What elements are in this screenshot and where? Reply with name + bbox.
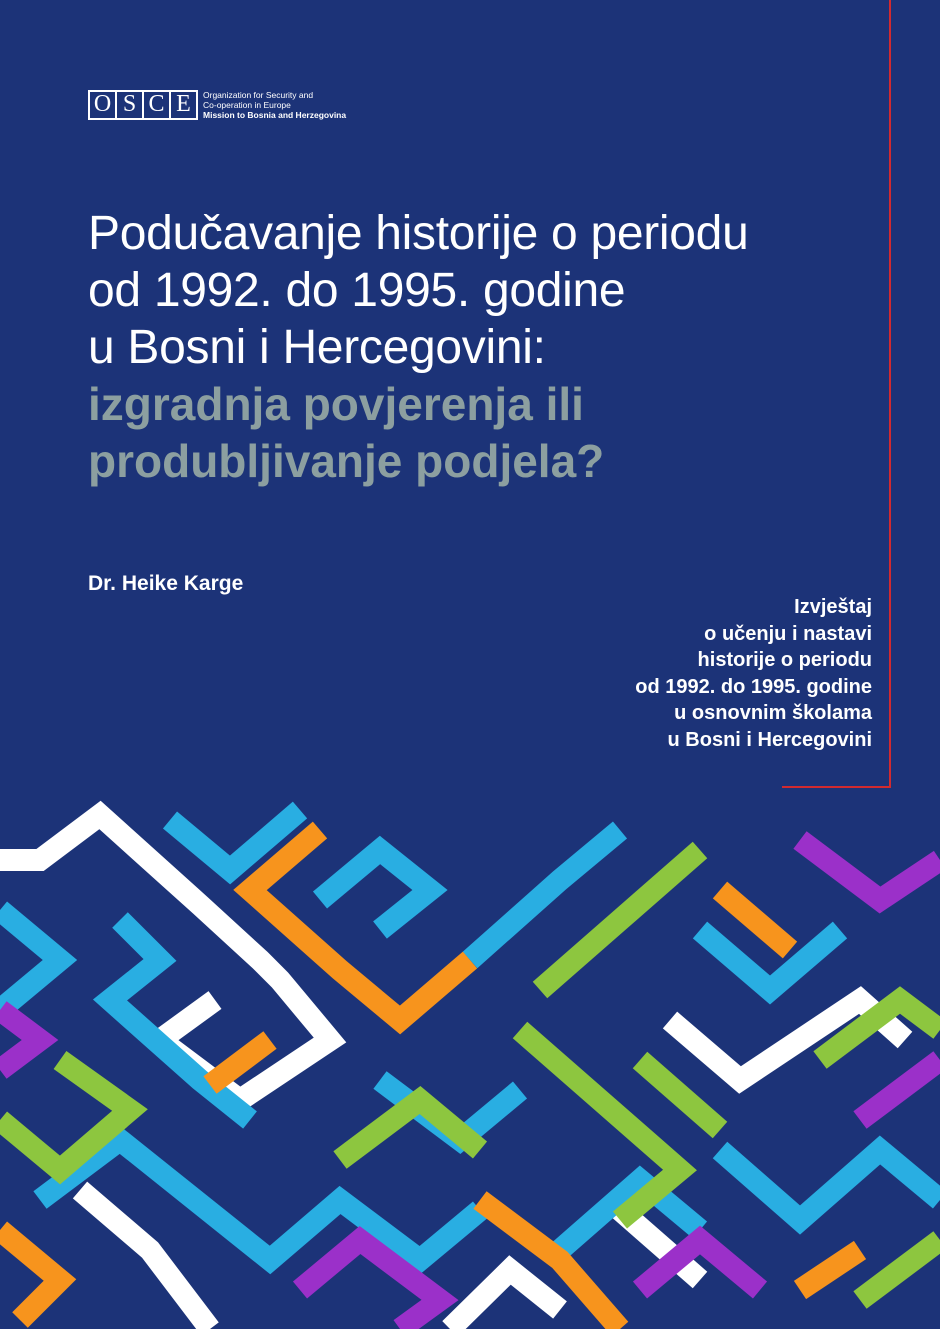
logo-letter: E — [171, 92, 196, 118]
logo-letter: S — [117, 92, 142, 118]
title-line: od 1992. do 1995. godine — [88, 264, 626, 317]
author-name: Dr. Heike Karge — [88, 572, 244, 595]
report-description — [635, 594, 872, 753]
subtitle-line: produbljivanje podjela? — [88, 435, 605, 487]
maze-stroke-cyan — [720, 1150, 940, 1220]
report-line: o učenju i nastavi — [704, 622, 872, 645]
org-line-2: Co-operation in Europe — [203, 100, 291, 110]
maze-stroke-orange — [720, 890, 790, 950]
maze-stroke-purple — [860, 1060, 940, 1120]
maze-pattern-graphic — [0, 800, 940, 1329]
title-line: u Bosni i Hercegovini: — [88, 321, 546, 374]
red-frame-vertical — [889, 0, 891, 788]
maze-stroke-purple — [800, 840, 940, 900]
osce-logo — [88, 90, 346, 120]
logo-letter: C — [144, 92, 169, 118]
org-line-1: Organization for Security and — [203, 90, 314, 100]
maze-stroke-green — [860, 1240, 940, 1300]
report-line: Izvještaj — [794, 596, 872, 618]
maze-stroke-cyan — [0, 910, 60, 1010]
maze-stroke-cyan — [320, 850, 430, 930]
subtitle-line: izgradnja povjerenja ili — [88, 378, 584, 430]
report-line: historije o periodu — [697, 649, 872, 671]
report-line: u Bosni i Hercegovini — [667, 728, 872, 751]
maze-stroke-white — [80, 1190, 210, 1329]
title-line: Podučavanje historije o periodu — [88, 207, 749, 260]
maze-stroke-white — [450, 1270, 560, 1329]
osce-wordmark — [88, 90, 198, 120]
osce-org-name — [203, 90, 346, 120]
maze-stroke-orange — [800, 1250, 860, 1290]
report-line: u osnovnim školama — [674, 702, 872, 724]
maze-stroke-green — [640, 1060, 720, 1130]
document-title — [88, 205, 888, 490]
maze-stroke-purple — [0, 1010, 40, 1070]
mission-name: Mission to Bosnia and Herzegovina — [203, 110, 347, 120]
red-frame-horizontal — [782, 786, 891, 788]
report-line: od 1992. do 1995. godine — [635, 675, 872, 698]
maze-stroke-orange — [0, 1230, 60, 1320]
maze-stroke-green — [520, 1030, 680, 1220]
logo-letter: O — [90, 92, 115, 118]
